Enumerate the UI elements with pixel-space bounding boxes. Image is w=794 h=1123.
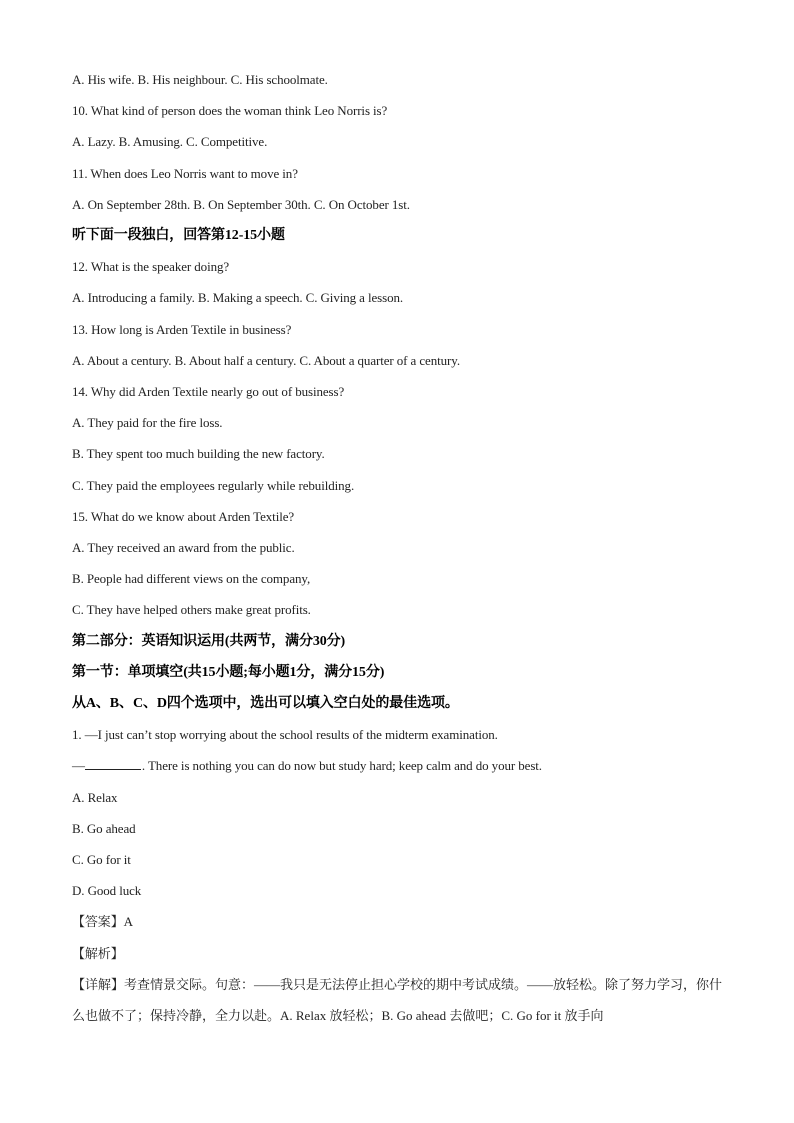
detail-paragraph: 【详解】考查情景交际。句意：——我只是无法停止担心学校的期中考试成绩。——放轻松。除了努力学习，你什么也做不了；保持冷静，全力以赴。A. Relax 放轻松；B. Go ahead 去做吧；C. Go for it 放手向 xyxy=(72,976,723,1023)
question-1: 1. —I just can’t stop worrying about the school results of the midterm examination. xyxy=(72,727,498,743)
line-7: A. Introducing a family. B. Making a speech. C. Giving a lesson. xyxy=(72,290,404,306)
instruction-heading: 从A、B、C、D四个选项中，选出可以填入空白处的最佳选项。 xyxy=(72,696,459,712)
line-10: 14. Why did Arden Textile nearly go out of business? xyxy=(72,384,345,400)
line-2: A. Lazy. B. Amusing. C. Competitive. xyxy=(72,134,268,150)
document-page xyxy=(72,64,722,1031)
line-11: A. They paid for the fire loss. xyxy=(72,415,223,431)
line-14: 15. What do we know about Arden Textile? xyxy=(72,508,295,524)
section-heading-part-two: 第二部分：英语知识运用(共两节，满分30分) xyxy=(72,633,346,649)
option-d: D. Good luck xyxy=(72,883,142,899)
line-9: A. About a century. B. About half a century. C. About a quarter of a century. xyxy=(72,352,460,368)
answer-value: A xyxy=(123,914,133,930)
option-b: B. Go ahead xyxy=(72,820,136,836)
option-a: A. Relax xyxy=(72,789,118,805)
line-12: B. They spent too much building the new factory. xyxy=(72,446,325,462)
answer-line xyxy=(72,906,722,937)
line-1: 10. What kind of person does the woman think Leo Norris is? xyxy=(72,103,388,119)
line-17: C. They have helped others make great profits. xyxy=(72,602,311,618)
fill-in-blank xyxy=(85,758,141,770)
line-3: 11. When does Leo Norris want to move in? xyxy=(72,165,298,181)
blank-prefix: — xyxy=(72,758,85,774)
analysis-label: 【解析】 xyxy=(72,945,124,961)
answer-blank-line xyxy=(72,750,722,781)
line-16: B. People had different views on the company, xyxy=(72,571,311,587)
line-8: 13. How long is Arden Textile in business? xyxy=(72,321,292,337)
line-4: A. On September 28th. B. On September 30th. C. On October 1st. xyxy=(72,196,410,212)
blank-suffix: . There is nothing you can do now but study hard; keep calm and do your best. xyxy=(141,758,542,774)
line-15: A. They received an award from the public. xyxy=(72,540,295,556)
section-heading-monologue: 听下面一段独白，回答第12-15小题 xyxy=(72,228,285,244)
option-c: C. Go for it xyxy=(72,852,131,868)
line-6: 12. What is the speaker doing? xyxy=(72,259,230,275)
line-0: A. His wife. B. His neighbour. C. His schoolmate. xyxy=(72,72,328,87)
section-heading-part-one: 第一节：单项填空(共15小题;每小题1分，满分15分) xyxy=(72,664,385,680)
line-13: C. They paid the employees regularly while rebuilding. xyxy=(72,477,355,493)
answer-label: 【答案】 xyxy=(72,914,124,930)
